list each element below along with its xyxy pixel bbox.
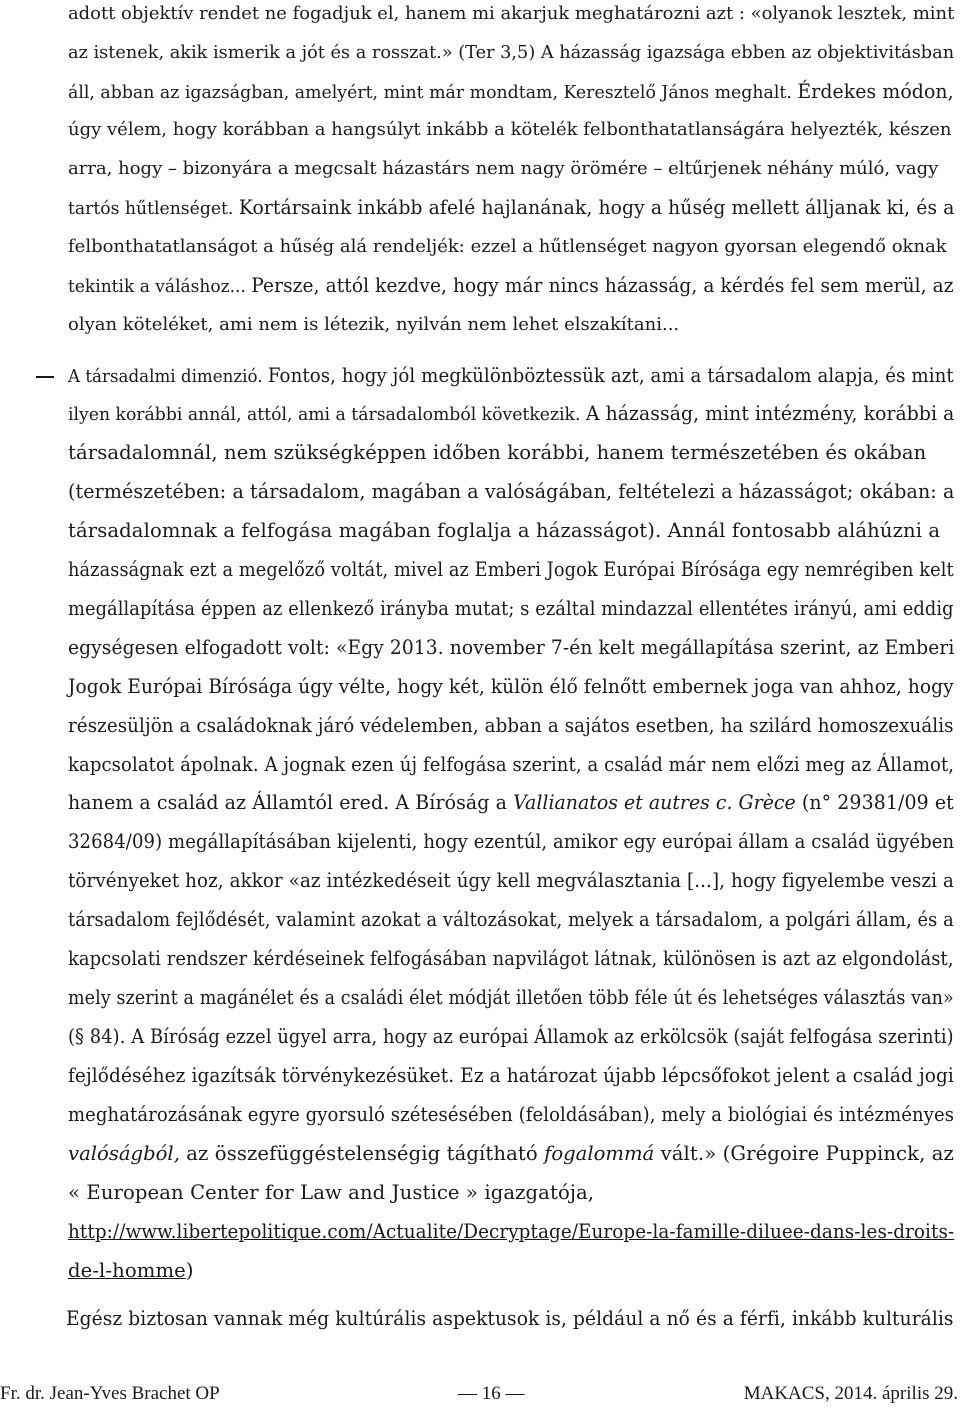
text-segment: kapcsolati rendszer kérdéseinek felfogásában napvilágot látnak, különösen is azt az elgondolást, [68,947,954,970]
text-line [68,986,954,1011]
text-line [68,675,954,700]
footer-event-date: MAKACS, 2014. április 29. [743,1383,958,1404]
text-segment: az összefüggéstelenségig tágítható [179,1142,545,1165]
text-line [68,274,954,299]
text-line [68,41,954,65]
text-segment: az istenek, akik ismerik a jót és a rosszat.» (Ter 3,5) A házasság igazsága ebben az objektivitásban [68,42,955,63]
text-line [68,597,954,622]
text-line [66,1307,954,1332]
text-segment: mely szerint a magánélet és a családi élet módját illetően több féle út és lehetséges választás van» [68,986,954,1009]
text-segment: (természetében: a társadalom, magában a valóságában, feltételezi a házasságot; okában: a [68,480,955,503]
text-line [68,1259,194,1284]
text-segment: Egész biztosan vannak még kultúrális aspektusok is, például a nő és a férfi, inkább kulturális [66,1307,954,1330]
text-line [68,235,947,259]
text-segment: Annál fontosabb aláhúzni a [667,519,941,542]
text-segment: egységesen elfogadott volt: «Egy 2013. november 7-én kelt megállapítása szerint, az Emberi [68,636,955,659]
text-line [68,1181,594,1206]
text-segment: Fontos, hogy jól megkülönböztessük azt, ami a társadalom alapja, és mint [267,364,954,387]
text-segment: adott objektív rendet ne fogadjuk el, hanem mi akarjuk meghatározni azt : «olyanok lesztek, mint [68,3,955,24]
text-line [68,1025,954,1050]
text-segment: részesüljön a családoknak járó védelemben, abban a sajátos esetben, ha szilárd homoszexuális [68,714,954,737]
text-segment: ilyen korábbi annál, attól, ami a társadalomból következik. [68,404,586,425]
text-line [68,1142,954,1167]
text-segment: felbonthatatlanságot a hűség alá rendeljék: ezzel a hűtlenséget nagyon gyorsan elegendő oknak [68,236,947,257]
text-line [68,1064,954,1089]
text-line [68,480,954,505]
footer-page-number: — 16 — [458,1383,525,1404]
text-line [68,402,954,427]
text-line [68,1103,954,1128]
text-segment: vált.» (Grégoire Puppinck, az [654,1142,954,1165]
text-segment: 32684/09) megállapításában kijelenti, hogy ezentúl, amikor egy európai állam a család ügyében [68,830,955,853]
text-segment: törvényeket hoz, akkor «az intézkedéseit úgy kell megválasztania [...], hogy figyelembe veszi a [68,869,954,892]
text-segment: Jogok Európai Bírósága úgy vélte, hogy két, külön élő felnőtt embernek joga van ahhoz, hogy [68,675,954,698]
list-dash-marker [36,376,54,378]
text-line [68,791,954,816]
reference-link[interactable]: de-l-homme [68,1259,186,1282]
text-segment: úgy vélem, hogy korábban a hangsúlyt inkább a kötelék felbonthatatlanságára helyezték, készen [68,119,952,140]
text-line [68,714,954,739]
text-segment: fejlődéséhez igazítsák törvénykezésüket. Ez a határozat újabb lépcsőfokot jelent a család jogi [68,1064,954,1087]
text-segment: társadalomnál, nem szükségképpen időben korábbi, hanem természetében és okában [68,441,927,464]
text-segment: társadalomnak a felfogása magában foglalja a házasságot). [68,519,668,542]
text-segment: áll, abban az igazságban, amelyért, mint már mondtam, Keresztelő János meghalt. [68,82,798,103]
italic-text: valóságból, [68,1142,180,1165]
reference-link[interactable]: http://www.libertepolitique.com/Actualite/Decryptage/Europe-la-famille-diluee-dans-les-droits- [68,1220,955,1243]
text-line [68,313,679,337]
text-line [68,636,954,661]
text-segment: meghatározásának egyre gyorsuló szétesésében (feloldásában), mely a biológiai és intézményes [68,1103,955,1126]
text-segment: (§ 84). A Bíróság ezzel ügyel arra, hogy az európai Államok az erkölcsök (saját felfogása szerinti) [68,1025,954,1048]
italic-text: Vallianatos et autres c. Grèce [513,791,796,814]
text-segment: ) [185,1259,194,1282]
text-segment: kapcsolatot ápolnak. A jognak ezen új felfogása szerint, a család már nem előzi meg az Államot, [68,753,955,776]
italic-text: fogalommá [544,1142,655,1165]
text-line [68,157,938,181]
text-segment: arra, hogy – bizonyára a megcsalt házastárs nem nagy örömére – eltűrjenek néhány múló, vagy [68,158,939,179]
text-line [68,80,954,105]
text-line [68,441,926,466]
text-line [68,830,954,855]
text-line [68,118,951,142]
text-segment: Persze, attól kezdve, hogy már nincs házasság, a kérdés fel sem merül, az [251,274,954,297]
text-line [68,364,954,389]
text-line [68,908,954,933]
text-segment: tartós hűtlenséget. [68,198,239,219]
text-segment: hanem a család az Államtól ered. A Bíróság a [68,791,514,814]
text-line [68,196,954,221]
text-line [68,558,954,583]
text-segment: megállapítása éppen az ellenkező irányba mutat; s ezáltal mindazzal ellentétes irányú, ami eddig [68,597,954,620]
text-line [68,947,954,972]
text-line [68,2,954,26]
text-segment: olyan köteléket, ami nem is létezik, nyilván nem lehet elszakítani... [68,314,680,335]
text-segment: társadalom fejlődését, valamint azokat a változásokat, melyek a társadalom, a polgári állam, és a [68,908,954,931]
text-segment: « European Center for Law and Justice » igazgatója, [68,1181,595,1204]
text-segment: (n° 29381/09 et [795,791,954,814]
text-line [68,753,954,778]
text-line [68,519,940,544]
text-segment: A házasság, mint intézmény, korábbi a [585,402,955,425]
text-segment: A társadalmi dimenzió. [68,366,268,387]
text-segment: Érdekes módon, [797,80,954,103]
text-segment: házasságnak ezt a megelőző voltát, mivel az Emberi Jogok Európai Bírósága egy nemrégiben kelt [68,558,954,581]
text-segment: Kortársaink inkább afelé hajlanának, hogy a hűség mellett álljanak ki, és a [238,196,955,219]
text-line [68,1220,954,1245]
text-segment: tekintik a váláshoz... [68,276,252,297]
footer-author: Fr. dr. Jean-Yves Brachet OP [0,1383,220,1404]
text-line [68,869,954,894]
